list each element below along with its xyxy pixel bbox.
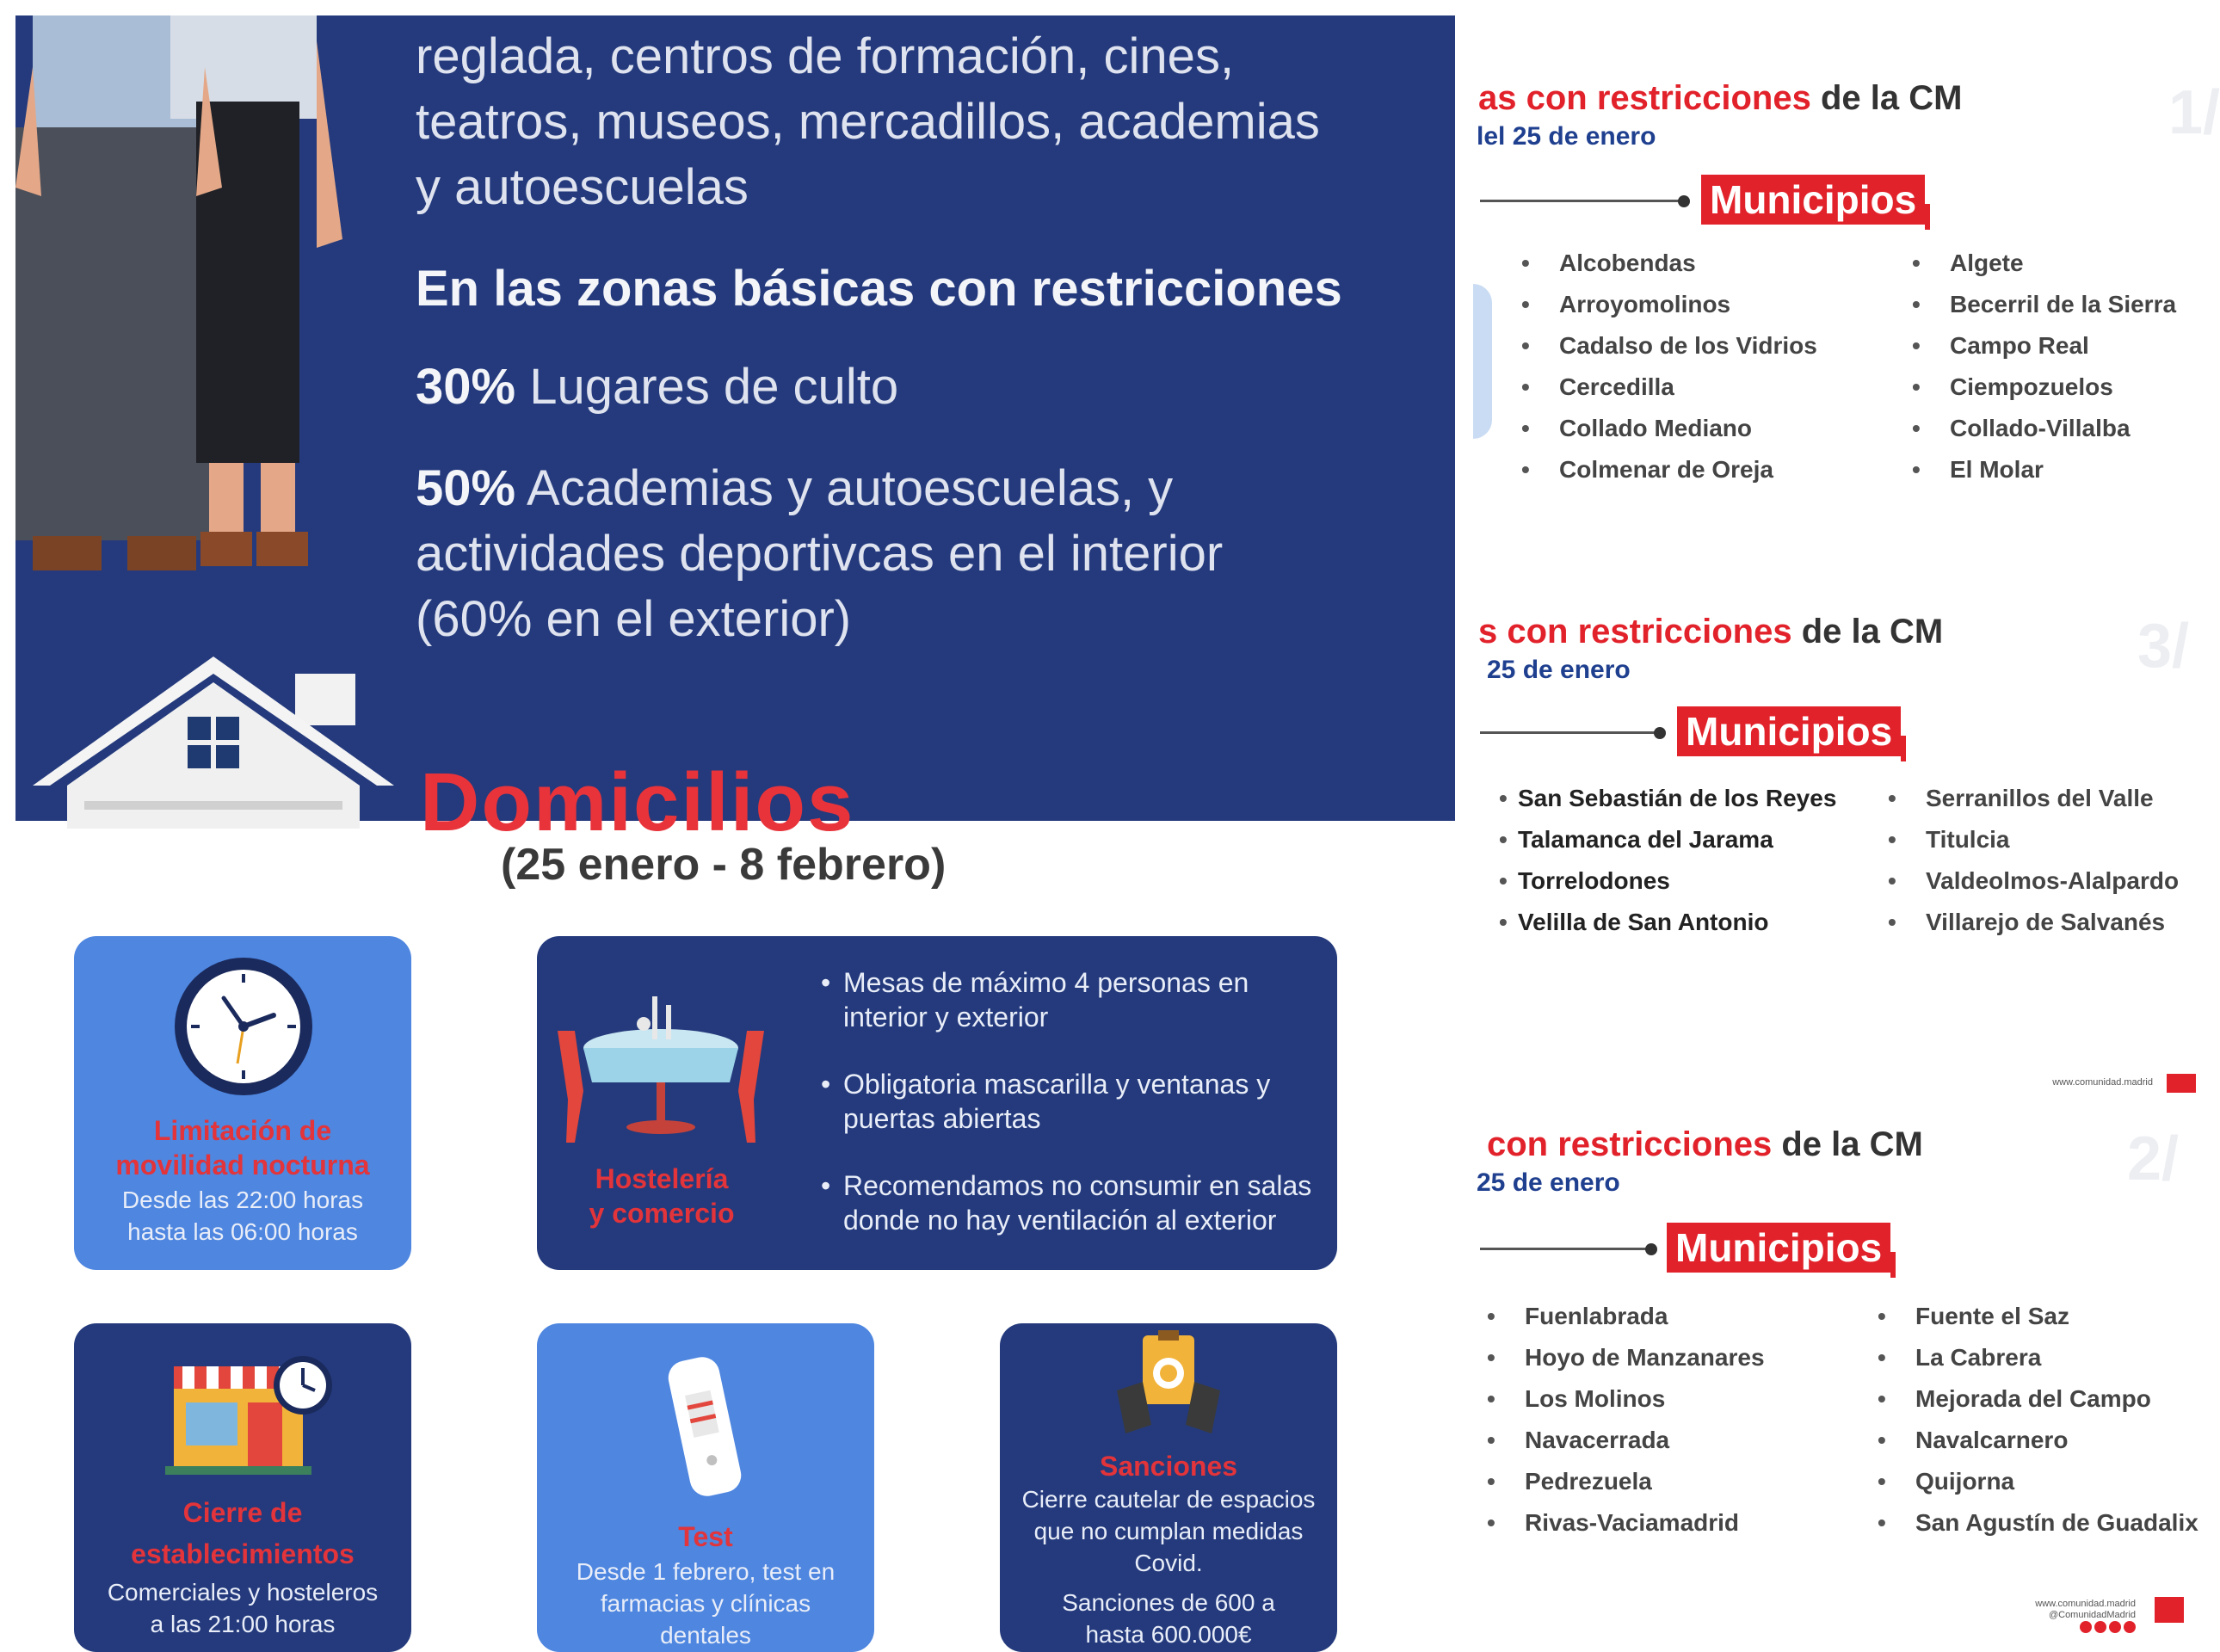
- municipio-item: • Hoyo de Manzanares: [1487, 1337, 1765, 1378]
- slide-divider-dot: [1654, 727, 1666, 739]
- domicilios-heading: Domicilios: [420, 756, 855, 848]
- sanciones-desc-5: hasta 600.000€: [1085, 1621, 1252, 1648]
- bullet-line: • Mesas de máximo 4 personas en: [843, 967, 1249, 998]
- municipio-item: • Arroyomolinos: [1521, 284, 1817, 325]
- municipio-item: • Collado Mediano: [1521, 408, 1817, 449]
- municipio-item: • Becerril de la Sierra: [1912, 284, 2176, 325]
- social-icons: [1955, 1621, 2136, 1637]
- slide-footer-url: www.comunidad.madrid: [2052, 1077, 2153, 1088]
- clock-icon: [170, 953, 317, 1100]
- youtube-icon: [2124, 1621, 2136, 1633]
- municipio-item: • Los Molinos: [1487, 1378, 1765, 1420]
- sanciones-card: [1000, 1323, 1337, 1652]
- sanciones-title: Sanciones: [1099, 1451, 1238, 1482]
- bullet-line: interior y exterior: [843, 1002, 1049, 1032]
- restrictions-poster: [15, 15, 1455, 848]
- cierre-title-1: Cierre de: [182, 1497, 303, 1528]
- municipios-slide-2: [1473, 1110, 2203, 1652]
- municipio-item: • Torrelodones: [1499, 860, 1836, 902]
- bullet-line: puertas abiertas: [843, 1103, 1041, 1134]
- bullet-line: donde no hay ventilación al exterior: [843, 1205, 1277, 1236]
- restaurant-table-icon: [558, 979, 764, 1143]
- municipio-item: • Titulcia: [1888, 819, 2179, 860]
- slide-title: [1478, 613, 1943, 651]
- sanciones-desc-1: Cierre cautelar de espacios: [1021, 1486, 1316, 1513]
- poster-heading: En las zonas básicas con restricciones: [416, 261, 1342, 317]
- municipio-item: • Serranillos del Valle: [1888, 778, 2179, 819]
- map-fragment: [1473, 284, 1492, 439]
- municipio-item: • Campo Real: [1912, 325, 2176, 367]
- culto-percent: 30%: [416, 359, 516, 415]
- municipios-slide-1: [1473, 60, 2220, 551]
- municipios-list-left: [1487, 1296, 1765, 1544]
- municipio-item: • Quijorna: [1878, 1461, 2198, 1502]
- municipio-item: • Ciempozuelos: [1912, 367, 2176, 408]
- municipios-badge: Municipios: [1667, 1223, 1890, 1273]
- cierre-card: [74, 1323, 411, 1652]
- hosteleria-bullet: [821, 1168, 1337, 1237]
- movilidad-title-1: Limitación de: [153, 1115, 332, 1146]
- movilidad-card: [74, 936, 411, 1270]
- slide-divider-dot: [1645, 1243, 1657, 1255]
- municipio-item: • Cercedilla: [1521, 367, 1817, 408]
- municipios-list-left: [1521, 243, 1817, 490]
- municipios-list-left: [1499, 778, 1836, 943]
- shop-icon: [165, 1349, 337, 1478]
- hosteleria-card: [537, 936, 1337, 1270]
- sanciones-desc-2: que no cumplan medidas: [1033, 1518, 1304, 1544]
- hosteleria-bullets: [821, 965, 1337, 1270]
- municipios-slide-3: [1473, 594, 2203, 1093]
- municipios-badge: Municipios: [1677, 706, 1901, 756]
- test-desc-2: farmacias y clínicas: [600, 1590, 811, 1617]
- people-illustration: [15, 15, 394, 575]
- sanciones-desc-3: Covid.: [1134, 1550, 1203, 1576]
- academias-line-2: actividades deportivcas en el interior: [416, 526, 1224, 582]
- municipios-badge: Municipios: [1701, 175, 1925, 225]
- municipio-item: • San Sebastián de los Reyes: [1499, 778, 1836, 819]
- poster-line-3: y autoescuelas: [416, 159, 749, 215]
- slide-subtitle: 25 de enero: [1477, 1168, 1620, 1197]
- municipios-list-right: [1888, 778, 2179, 943]
- footer-handle: @ComunidadMadrid: [2048, 1610, 2136, 1620]
- date-range: (25 enero - 8 febrero): [501, 840, 947, 890]
- slide-page-number: 2/: [2127, 1125, 2180, 1193]
- slide-divider: [1480, 731, 1657, 734]
- slide-divider: [1480, 1248, 1649, 1250]
- academias-line-3: (60% en el exterior): [416, 591, 852, 647]
- movilidad-title-2: movilidad nocturna: [115, 1150, 370, 1180]
- slide-subtitle: 25 de enero: [1487, 656, 1631, 684]
- hosteleria-title-2: y comercio: [589, 1198, 735, 1229]
- facebook-icon: [2080, 1621, 2092, 1633]
- poster-line-2: teatros, museos, mercadillos, academias: [416, 94, 1320, 150]
- municipio-item: • San Agustín de Guadalix: [1878, 1502, 2198, 1544]
- test-card: [537, 1323, 874, 1652]
- academias-line-1: Academias y autoescuelas, y: [527, 460, 1174, 516]
- municipio-item: • Velilla de San Antonio: [1499, 902, 1836, 943]
- municipio-item: • Mejorada del Campo: [1878, 1378, 2198, 1420]
- municipios-list-right: [1912, 243, 2176, 490]
- instagram-icon: [2109, 1621, 2121, 1633]
- culto-text: Lugares de culto: [529, 359, 899, 415]
- slide-page-number: 1/: [2168, 78, 2220, 147]
- municipio-item: • Villarejo de Salvanés: [1888, 902, 2179, 943]
- test-desc-3: dentales: [660, 1622, 751, 1649]
- slide-title-red: con restricciones: [1487, 1125, 1773, 1163]
- footer-url: www.comunidad.madrid: [2035, 1599, 2136, 1609]
- slide-divider-dot: [1678, 195, 1690, 207]
- municipio-item: • Cadalso de los Vidrios: [1521, 325, 1817, 367]
- poster-line-1: reglada, centros de formación, cines,: [416, 28, 1235, 84]
- municipio-item: • Navalcarnero: [1878, 1420, 2198, 1461]
- hosteleria-bullet: [821, 1067, 1337, 1136]
- slide-title: [1487, 1125, 1923, 1164]
- hosteleria-bullet: [821, 965, 1337, 1034]
- slide-title: [1478, 79, 1962, 118]
- slide-divider: [1480, 200, 1681, 202]
- municipio-item: • Colmenar de Oreja: [1521, 449, 1817, 490]
- poster-academias: [416, 456, 1173, 521]
- twitter-icon: [2094, 1621, 2106, 1633]
- municipio-item: • Navacerrada: [1487, 1420, 1765, 1461]
- bullet-line: • Obligatoria mascarilla y ventanas y: [843, 1069, 1271, 1100]
- bullet-line: • Recomendamos no consumir en salas: [843, 1170, 1312, 1201]
- slide-footer: [1955, 1599, 2136, 1637]
- test-desc-1: Desde 1 febrero, test en: [576, 1558, 836, 1585]
- slide-subtitle: lel 25 de enero: [1477, 122, 1656, 151]
- municipio-item: • Fuente el Saz: [1878, 1296, 2198, 1337]
- municipio-item: • Collado-Villalba: [1912, 408, 2176, 449]
- clipboard-badge-icon: [1117, 1330, 1220, 1442]
- movilidad-desc-1: Desde las 22:00 horas: [121, 1187, 364, 1213]
- municipios-list-right: [1878, 1296, 2198, 1544]
- municipio-item: • Alcobendas: [1521, 243, 1817, 284]
- municipio-item: • El Molar: [1912, 449, 2176, 490]
- slide-title-red: as con restricciones: [1478, 79, 1811, 117]
- slide-page-number: 3/: [2137, 612, 2190, 681]
- slide-title-dark: de la CM: [1791, 613, 1944, 650]
- covid-test-icon: [657, 1349, 752, 1504]
- slide-title-dark: de la CM: [1772, 1125, 1923, 1163]
- municipio-item: • Talamanca del Jarama: [1499, 819, 1836, 860]
- comunidad-madrid-flag: [2167, 1074, 2196, 1093]
- municipio-item: • Pedrezuela: [1487, 1461, 1765, 1502]
- cierre-desc-1: Comerciales y hosteleros: [107, 1579, 379, 1606]
- hosteleria-title-1: Hostelería: [595, 1163, 729, 1194]
- poster-culto: [416, 354, 898, 420]
- municipio-item: • Rivas-Vaciamadrid: [1487, 1502, 1765, 1544]
- movilidad-desc-2: hasta las 06:00 horas: [127, 1218, 358, 1245]
- cierre-title-2: establecimientos: [131, 1538, 355, 1569]
- municipio-item: • Valdeolmos-Alalpardo: [1888, 860, 2179, 902]
- academias-percent: 50%: [416, 460, 516, 516]
- comunidad-madrid-flag: [2155, 1597, 2184, 1623]
- sanciones-desc-4: Sanciones de 600 a: [1062, 1589, 1275, 1616]
- municipio-item: • La Cabrera: [1878, 1337, 2198, 1378]
- test-title: Test: [678, 1521, 733, 1552]
- house-icon: [33, 656, 429, 829]
- slide-title-red: s con restricciones: [1478, 613, 1792, 650]
- slide-title-dark: de la CM: [1810, 79, 1963, 117]
- municipio-item: • Fuenlabrada: [1487, 1296, 1765, 1337]
- cierre-desc-2: a las 21:00 horas: [150, 1611, 336, 1637]
- municipio-item: • Algete: [1912, 243, 2176, 284]
